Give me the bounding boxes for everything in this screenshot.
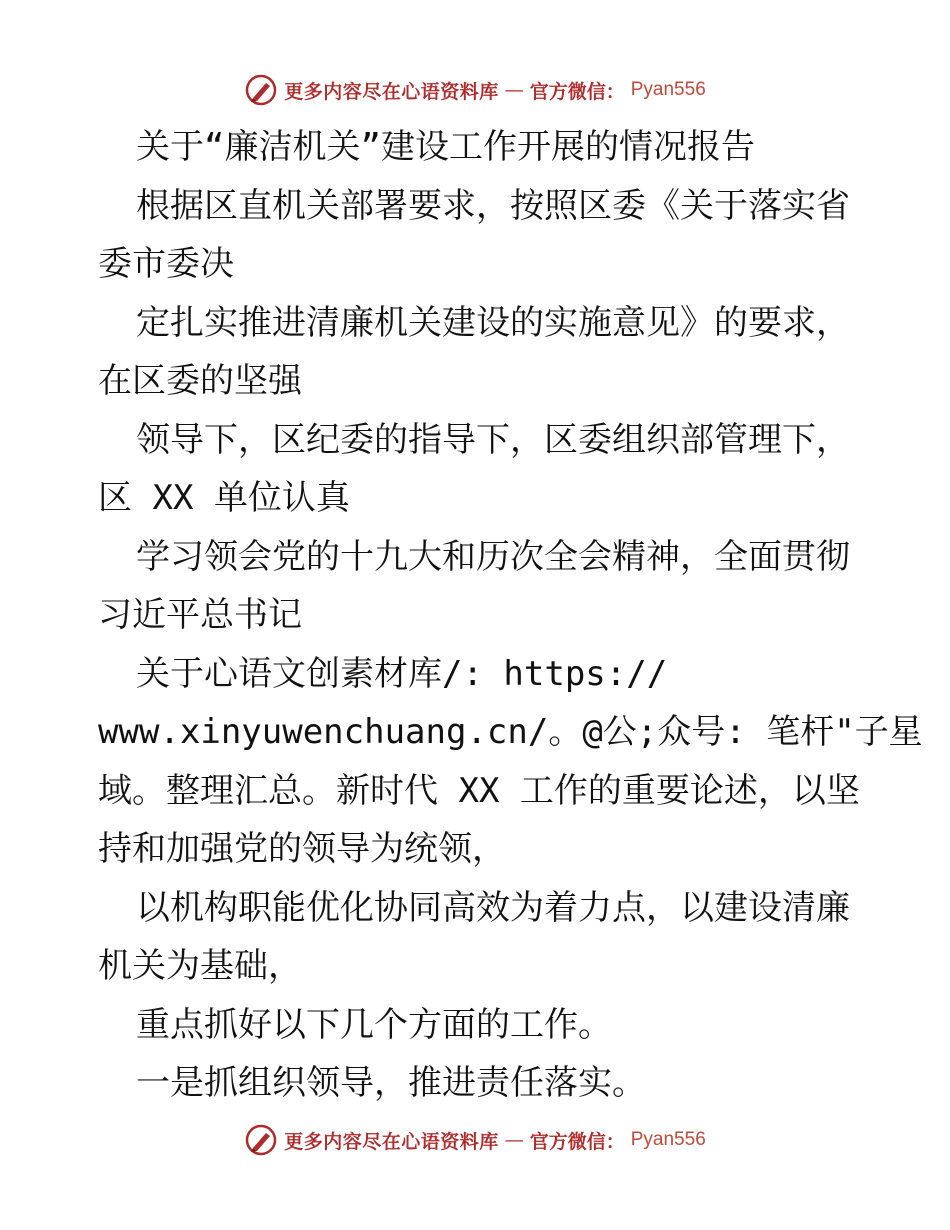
document-line: 持和加强党的领导为统领， bbox=[98, 829, 506, 869]
banner-wechat-label: 官方微信： bbox=[529, 80, 625, 103]
document-line: 在区委的坚强 bbox=[98, 361, 302, 401]
document-line: www.xinyuwenchuang.cn/。@公;众号: 笔杆"子星 bbox=[98, 712, 923, 752]
document-line: 习近平总书记 bbox=[98, 595, 302, 635]
banner-wechat-label: 官方微信： bbox=[529, 1130, 625, 1153]
banner-text: 更多内容尽在心语资料库 bbox=[284, 80, 499, 103]
document-line: 机关为基础， bbox=[98, 946, 302, 986]
pen-logo-icon bbox=[244, 1123, 278, 1157]
document-line: 一是抓组织领导，推进责任落实。 bbox=[136, 1063, 646, 1103]
document-line: 学习领会党的十九大和历次全会精神，全面贯彻 bbox=[136, 536, 850, 577]
document-line: 委市委决 bbox=[98, 244, 234, 284]
document-line: 关于“廉洁机关”建设工作开展的情况报告 bbox=[136, 127, 755, 167]
document-line: 域。整理汇总。新时代 XX 工作的重要论述，以坚 bbox=[98, 770, 860, 811]
header-watermark-banner bbox=[0, 70, 950, 110]
document-line: 定扎实推进清廉机关建设的实施意见》的要求， bbox=[136, 302, 850, 343]
document-line: 以机构职能优化协同高效为着力点，以建设清廉 bbox=[136, 887, 850, 928]
document-line: 领导下，区纪委的指导下，区委组织部管理下， bbox=[136, 419, 850, 460]
document-line: 根据区直机关部署要求，按照区委《关于落实省 bbox=[136, 185, 850, 226]
pen-logo-icon bbox=[244, 73, 278, 107]
footer-watermark-banner bbox=[0, 1120, 950, 1160]
banner-dash: — bbox=[504, 79, 524, 101]
banner-text: 更多内容尽在心语资料库 bbox=[284, 1130, 499, 1153]
banner-wechat-id: Pyan556 bbox=[630, 79, 706, 100]
document-body bbox=[98, 118, 923, 1113]
banner-dash: — bbox=[504, 1129, 524, 1151]
document-line: 关于心语文创素材库/: https:// bbox=[136, 653, 668, 694]
document-line: 重点抓好以下几个方面的工作。 bbox=[136, 1004, 612, 1045]
document-line: 区 XX 单位认真 bbox=[98, 478, 350, 518]
banner-wechat-id: Pyan556 bbox=[630, 1129, 706, 1150]
